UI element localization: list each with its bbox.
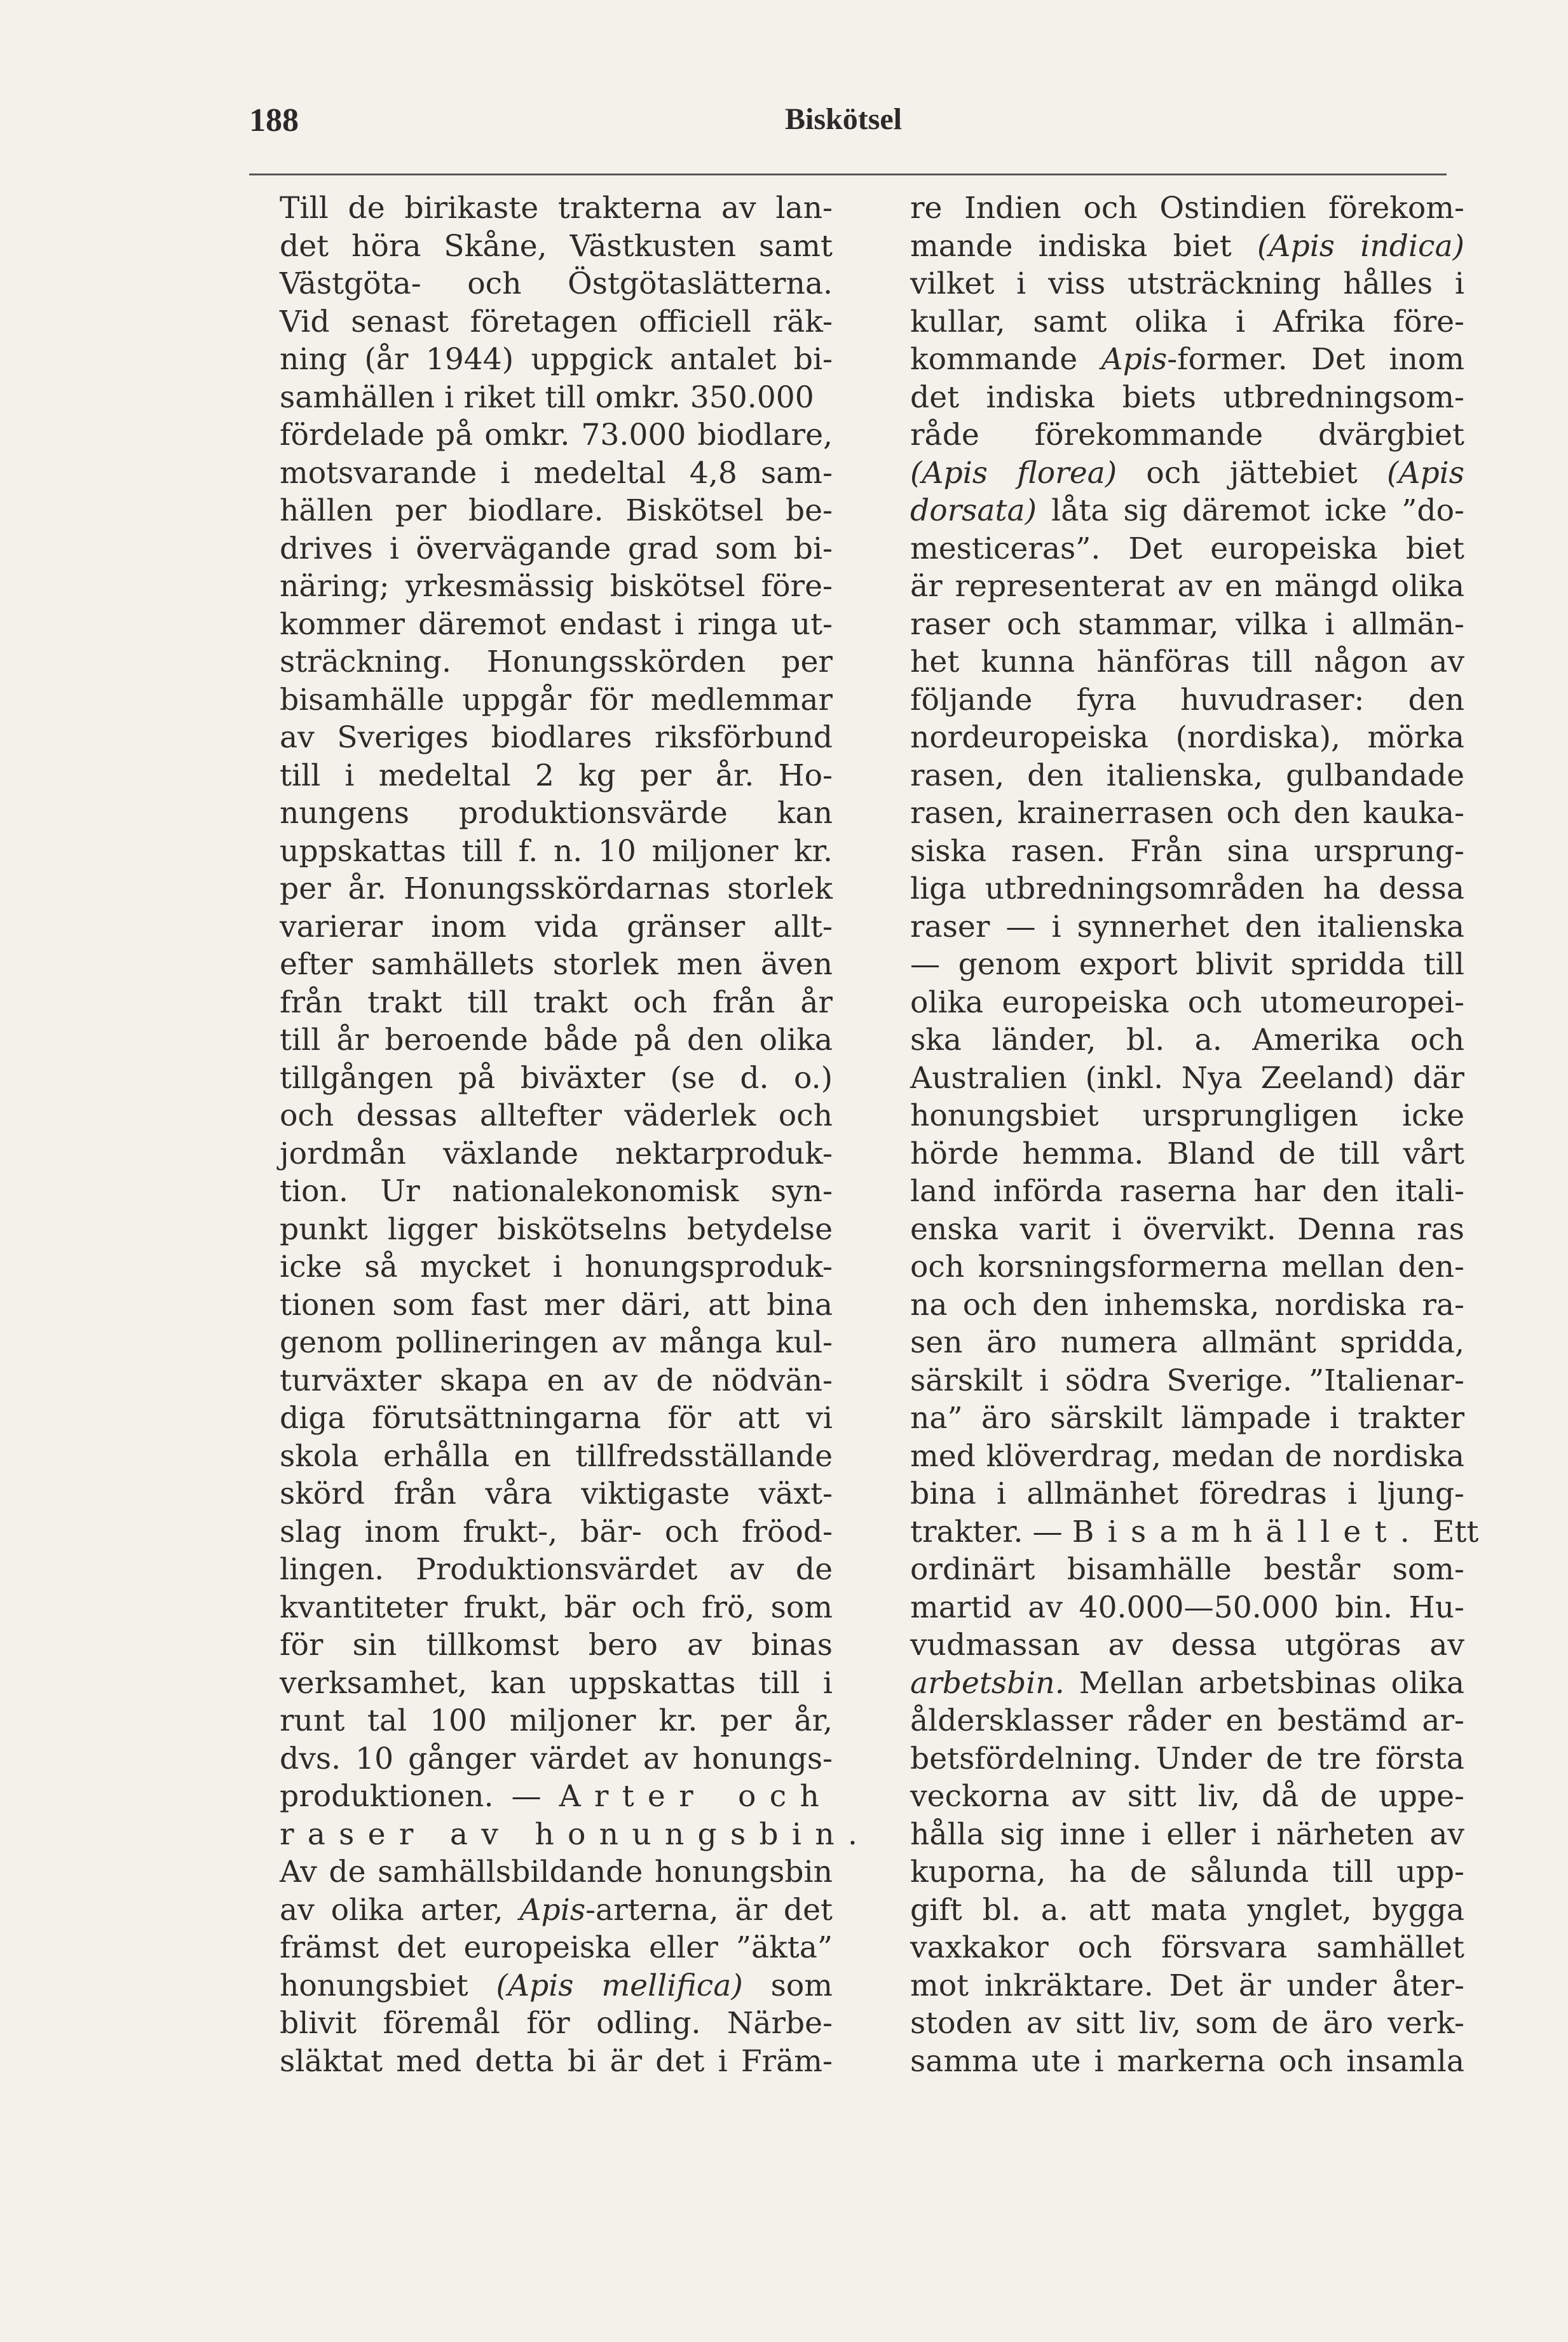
right-column-line: mot inkräktare. Det är under åter-	[910, 1968, 1464, 2003]
left-column-line: släktat med detta bi är det i Främ-	[280, 2043, 833, 2079]
right-column-line: ordinärt bisamhälle består som-	[910, 1552, 1464, 1587]
left-column-line: bisamhälle uppgår för medlemmar	[280, 682, 833, 718]
right-column-line: raser — i synnerhet den italienska	[910, 909, 1464, 944]
left-column-line: tillgången på biväxter (se d. o.)	[280, 1060, 833, 1096]
right-column-line: särskilt i södra Sverige. ”Italienar-	[910, 1363, 1464, 1398]
left-column-line: hällen per biodlare. Biskötsel be-	[280, 493, 833, 528]
left-column-line: för sin tillkomst bero av binas	[280, 1628, 833, 1663]
left-column-line: icke så mycket i honungsproduk-	[280, 1249, 833, 1284]
right-column-line: mesticeras”. Det europeiska biet	[910, 531, 1464, 566]
right-column-line: rasen, den italienska, gulbandade	[910, 758, 1464, 793]
left-column-line: jordmån växlande nektarproduk-	[280, 1136, 833, 1171]
right-column-line: kommande Apis-former. Det inom	[910, 342, 1464, 377]
running-head: Biskötsel	[784, 102, 903, 136]
left-column-line: produktionen. — Arter och	[280, 1779, 833, 1814]
right-column-line: re Indien och Ostindien förekom-	[910, 191, 1464, 226]
left-column-line: Av de samhällsbildande honungsbin	[280, 1855, 833, 1889]
right-column-line: stoden av sitt liv, som de äro verk-	[910, 2006, 1464, 2041]
right-column-line: samma ute i markerna och insamla	[910, 2043, 1464, 2079]
right-column-line: arbetsbin. Mellan arbetsbinas olika	[910, 1665, 1464, 1701]
right-column-line: kullar, samt olika i Afrika före-	[910, 304, 1464, 339]
left-column-line: uppskattas till f. n. 10 miljoner kr.	[280, 833, 833, 869]
right-text-column	[910, 189, 1479, 2080]
right-column-line: siska rasen. Från sina ursprung-	[910, 833, 1464, 869]
left-column-line: turväxter skapa en av de nödvän-	[280, 1363, 833, 1398]
right-column-line: trakter. — Bisamhället. Ett	[910, 1514, 1479, 1549]
left-column-line: Vid senast företagen officiell räk-	[280, 304, 833, 339]
left-column-line: till i medeltal 2 kg per år. Ho-	[280, 758, 833, 793]
right-column-line: — genom export blivit spridda till	[910, 947, 1464, 982]
left-column-line: Västgöta- och Östgötaslätterna.	[280, 266, 833, 301]
right-column-line: het kunna hänföras till någon av	[910, 644, 1464, 679]
right-column-line: råde förekommande dvärgbiet	[910, 418, 1464, 453]
right-column-line: vudmassan av dessa utgöras av	[910, 1628, 1464, 1663]
right-column-line: olika europeiska och utomeuropei-	[910, 984, 1464, 1020]
left-column-line: Till de birikaste trakterna av lan-	[280, 191, 833, 226]
right-column-line: följande fyra huvudraser: den	[910, 682, 1464, 718]
right-column-line: ska länder, bl. a. Amerika och	[910, 1023, 1464, 1058]
left-column-line: tion. Ur nationalekonomisk syn-	[280, 1174, 833, 1209]
right-column-line: med klöverdrag, medan de nordiska	[910, 1438, 1464, 1474]
left-column-line: drives i övervägande grad som bi-	[280, 531, 833, 566]
right-column-line: det indiska biets utbredningsom-	[910, 379, 1464, 415]
right-column-line: är representerat av en mängd olika	[910, 569, 1464, 604]
left-column-line: skörd från våra viktigaste växt-	[280, 1476, 833, 1511]
left-column-line: motsvarande i medeltal 4,8 sam-	[280, 455, 833, 491]
left-column-line: dvs. 10 gånger värdet av honungs-	[280, 1741, 833, 1776]
left-column-line: ning (år 1944) uppgick antalet bi-	[280, 342, 833, 377]
left-column-line: fördelade på omkr. 73.000 biodlare,	[280, 418, 833, 453]
right-column-line: liga utbredningsområden ha dessa	[910, 871, 1464, 906]
header-rule	[249, 174, 1447, 175]
left-column-line: och dessas alltefter väderlek och	[280, 1098, 833, 1133]
page-header	[249, 102, 1438, 159]
right-column-line: nordeuropeiska (nordiska), mörka	[910, 720, 1464, 755]
left-text-column	[280, 189, 871, 2080]
left-column-line: det höra Skåne, Västkusten samt	[280, 228, 833, 264]
right-column-line: hörde hemma. Bland de till vårt	[910, 1136, 1464, 1171]
left-column-line: skola erhålla en tillfredsställande	[280, 1438, 833, 1474]
right-column-line: honungsbiet ursprungligen icke	[910, 1098, 1464, 1133]
left-column-line: nungens produktionsvärde kan	[280, 796, 833, 831]
right-column-line: kuporna, ha de sålunda till upp-	[910, 1855, 1464, 1889]
left-column-line: från trakt till trakt och från år	[280, 984, 833, 1020]
left-column-line: kommer däremot endast i ringa ut-	[280, 606, 833, 642]
right-column-line: mande indiska biet (Apis indica)	[910, 228, 1464, 264]
right-column-line: sen äro numera allmänt spridda,	[910, 1325, 1464, 1360]
left-column-line: främst det europeiska eller ”äkta”	[280, 1930, 833, 1965]
right-column-line: land införda raserna har den itali-	[910, 1174, 1464, 1209]
left-column-line: verksamhet, kan uppskattas till i	[280, 1665, 833, 1701]
right-column-line: raser och stammar, vilka i allmän-	[910, 606, 1464, 642]
right-column-line: dorsata) låta sig däremot icke ”do-	[910, 493, 1464, 528]
left-column-line: raser av honungsbin.	[280, 1816, 871, 1852]
right-column-line: vaxkakor och försvara samhället	[910, 1930, 1464, 1965]
right-column-line: hålla sig inne i eller i närheten av	[910, 1816, 1464, 1852]
left-column-line: diga förutsättningarna för att vi	[280, 1401, 833, 1436]
left-column-line: slag inom frukt-, bär- och fröod-	[280, 1514, 833, 1549]
right-column-line: åldersklasser råder en bestämd ar-	[910, 1703, 1464, 1738]
left-column-line: honungsbiet (Apis mellifica) som	[280, 1968, 833, 2003]
right-column-line: och korsningsformerna mellan den-	[910, 1249, 1464, 1284]
right-column-line: (Apis florea) och jättebiet (Apis	[910, 455, 1464, 491]
left-column-line: varierar inom vida gränser allt-	[280, 909, 833, 944]
right-column-line: na och den inhemska, nordiska ra-	[910, 1287, 1464, 1323]
right-column-line: enska varit i övervikt. Denna ras	[910, 1211, 1464, 1247]
right-column-line: rasen, krainerrasen och den kauka-	[910, 796, 1464, 831]
left-column-line: runt tal 100 miljoner kr. per år,	[280, 1703, 833, 1738]
left-column-line: kvantiteter frukt, bär och frö, som	[280, 1590, 833, 1625]
left-column-line: lingen. Produktionsvärdet av de	[280, 1552, 833, 1587]
right-column-line: vilket i viss utsträckning hålles i	[910, 266, 1464, 301]
right-column-line: gift bl. a. att mata ynglet, bygga	[910, 1892, 1464, 1928]
left-column-line: per år. Honungsskördarnas storlek	[280, 871, 833, 906]
left-column-line: efter samhällets storlek men även	[280, 947, 833, 982]
left-column-line: tionen som fast mer däri, att bina	[280, 1287, 833, 1323]
left-column-line: näring; yrkesmässig biskötsel före-	[280, 569, 833, 604]
right-column-line: veckorna av sitt liv, då de uppe-	[910, 1779, 1464, 1814]
right-column-line: martid av 40.000—50.000 bin. Hu-	[910, 1590, 1464, 1625]
right-column-line: betsfördelning. Under de tre första	[910, 1741, 1464, 1776]
left-column-line: blivit föremål för odling. Närbe-	[280, 2006, 833, 2041]
right-column-line: Australien (inkl. Nya Zeeland) där	[910, 1060, 1464, 1096]
page-number: 188	[249, 102, 299, 139]
left-column-line: samhällen i riket till omkr. 350.000	[280, 379, 814, 415]
left-column-line: till år beroende både på den olika	[280, 1023, 833, 1058]
left-column-line: av olika arter, Apis-arterna, är det	[280, 1892, 833, 1928]
left-column-line: av Sveriges biodlares riksförbund	[280, 720, 833, 755]
left-column-line: genom pollineringen av många kul-	[280, 1325, 833, 1360]
right-column-line: bina i allmänhet föredras i ljung-	[910, 1476, 1464, 1511]
left-column-line: punkt ligger biskötselns betydelse	[280, 1211, 833, 1247]
left-column-line: sträckning. Honungsskörden per	[280, 644, 833, 679]
right-column-line: na” äro särskilt lämpade i trakter	[910, 1401, 1464, 1436]
